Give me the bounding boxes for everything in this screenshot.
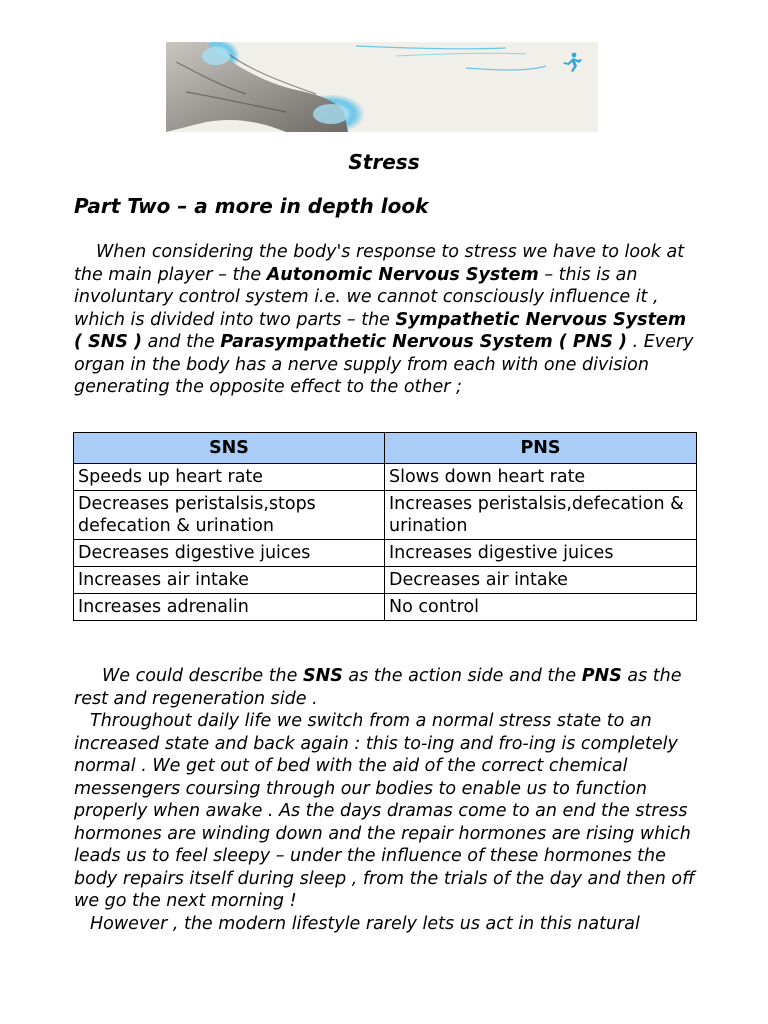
term-ans: Autonomic Nervous System xyxy=(266,264,539,285)
table-cell: No control xyxy=(385,594,697,621)
table-row xyxy=(74,567,697,594)
runner-icon xyxy=(563,53,582,72)
table-cell: Increases digestive juices xyxy=(385,540,697,567)
column-header: PNS xyxy=(385,433,697,464)
intro-text: and the xyxy=(142,332,221,352)
table-cell: Increases air intake xyxy=(74,567,385,594)
body-paragraph: However , the modern lifestyle rarely lets us act in this natural xyxy=(90,913,640,934)
table-cell: Decreases digestive juices xyxy=(74,540,385,567)
intro-paragraph xyxy=(74,241,700,399)
table-cell: Speeds up heart rate xyxy=(74,464,385,491)
sns-pns-comparison-table xyxy=(73,432,697,621)
table-header-row xyxy=(74,433,697,464)
table-cell: Decreases peristalsis,stops defecation & urination xyxy=(74,491,385,540)
header-banner-image xyxy=(166,42,598,132)
table-row xyxy=(74,540,697,567)
table-cell: Increases peristalsis,defecation & urination xyxy=(385,491,697,540)
table-cell: Slows down heart rate xyxy=(385,464,697,491)
body-sentence: We could describe the xyxy=(102,666,303,686)
term-pns: PNS xyxy=(581,666,622,686)
section-subtitle: Part Two – a more in depth look xyxy=(74,194,429,218)
body-text xyxy=(74,665,700,935)
term-pns: Parasympathetic Nervous System ( PNS ) xyxy=(220,332,628,352)
intro-text: When considering the body's response to stress we have to look at the main player – the xyxy=(74,242,685,285)
term-sns: Sympathetic Nervous System ( SNS ) xyxy=(74,309,687,352)
table-row xyxy=(74,464,697,491)
body-sentence: as the action side and the xyxy=(342,666,582,686)
term-sns: SNS xyxy=(302,666,343,686)
table-row xyxy=(74,491,697,540)
table-cell: Decreases air intake xyxy=(385,567,697,594)
intro-text: . Every organ in the body has a nerve supply from each with one division generating the opposite effect to the other ; xyxy=(74,332,694,397)
document-title: Stress xyxy=(348,150,420,174)
table-cell: Increases adrenalin xyxy=(74,594,385,621)
table-row xyxy=(74,594,697,621)
column-header: SNS xyxy=(74,433,385,464)
body-sentence: as the rest and regeneration side . xyxy=(74,666,682,709)
anatomy-arm-illustration xyxy=(166,42,598,132)
intro-text: – this is an involuntary control system i.e. we cannot consciously influence it , which is divided into two parts – the xyxy=(74,264,659,330)
body-paragraph: Throughout daily life we switch from a normal stress state to an increased state and back again : this to-ing and fro-ing is completely normal . We get out of bed with the aid of the correct chemical messengers coursing through our bodies to enable us to function properly when awake . As the days dramas come to an end the stress hormones are winding down and the repair hormones are rising which leads us to feel sleepy – under the influence of these hormones the body repairs itself during sleep , from the trials of the day and then off we go the next morning ! xyxy=(74,711,695,911)
